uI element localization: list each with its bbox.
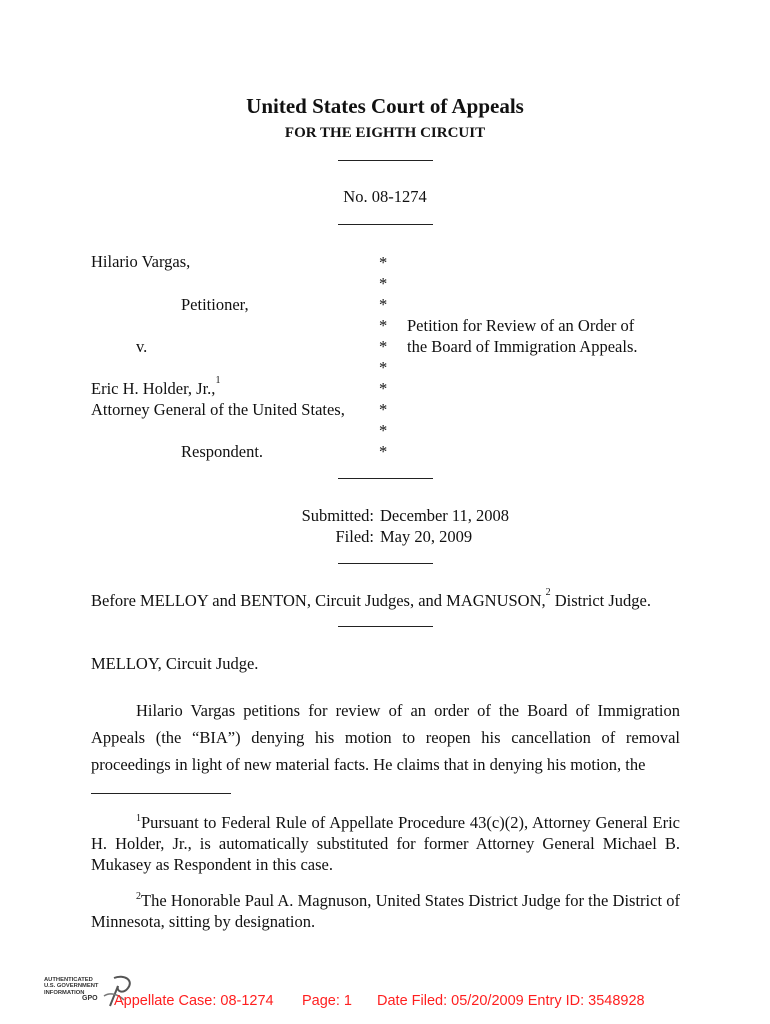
petition-description-line1: Petition for Review of an Order of bbox=[407, 316, 635, 335]
respondent-name: Eric H. Holder, Jr.,$^1$ bbox=[91, 375, 221, 398]
caption-separator: * bbox=[379, 337, 388, 356]
court-title: United States Court of Appeals bbox=[246, 94, 524, 118]
footnote-ref-2: 2 bbox=[545, 587, 551, 598]
filed-date: May 20, 2009 bbox=[380, 527, 473, 546]
panel-line: Before MELLOY and BENTON, Circuit Judges, and MAGNUSON,$^2$ District Judge. bbox=[91, 587, 651, 610]
petitioner-role: Petitioner, bbox=[181, 295, 249, 314]
opinion-paragraph: Hilario Vargas petitions for review of an order of the Board of Immigration Appeals (the “BIA”) denying his motion to reopen his cancellation of removal proceedings in light of new material facts. He claims that in denying his motion, the bbox=[91, 701, 680, 774]
versus: v. bbox=[136, 337, 148, 356]
divider bbox=[338, 160, 433, 161]
caption-separator: * bbox=[379, 253, 388, 272]
footer-page-number: Page: 1 bbox=[302, 993, 352, 1009]
divider bbox=[338, 626, 433, 627]
divider bbox=[338, 224, 433, 225]
opinion-author: MELLOY, Circuit Judge. bbox=[91, 654, 259, 673]
divider bbox=[338, 478, 433, 479]
divider bbox=[338, 563, 433, 564]
submitted-date: December 11, 2008 bbox=[380, 506, 510, 525]
submitted-label: Submitted: bbox=[301, 506, 374, 525]
caption-separator: * bbox=[379, 295, 388, 314]
caption-separator: * bbox=[379, 400, 388, 419]
caption-separator: * bbox=[379, 442, 388, 461]
caption-separator: * bbox=[379, 316, 388, 335]
footnote-1: $^1$Pursuant to Federal Rule of Appellate Procedure 43(c)(2), Attorney General Eric H. Holder, Jr., is automatically substituted for former Attorney General Michael B. Mukasey as Respondent in this case. bbox=[91, 813, 680, 874]
footnote-2: $^2$The Honorable Paul A. Magnuson, United States District Judge for the District of Minnesota, sitting by designation. bbox=[91, 891, 680, 931]
respondent-role: Respondent. bbox=[181, 442, 264, 461]
circuit-name: FOR THE EIGHTH CIRCUIT bbox=[284, 125, 486, 141]
footnote-ref-1: 1 bbox=[215, 375, 221, 386]
filed-label: Filed: bbox=[335, 527, 374, 546]
footer-case-number: Appellate Case: 08-1274 bbox=[114, 993, 274, 1009]
petitioner-name: Hilario Vargas, bbox=[91, 252, 191, 271]
caption-separator: * bbox=[379, 379, 388, 398]
gpo-seal-text: AUTHENTICATED U.S. GOVERNMENT INFORMATION GPO bbox=[44, 977, 99, 1003]
caption-separator: * bbox=[379, 358, 388, 377]
respondent-title: Attorney General of the United States, bbox=[91, 400, 345, 419]
caption-separator: * bbox=[379, 421, 388, 440]
footnote-separator bbox=[91, 793, 231, 794]
footer-filing-info: Date Filed: 05/20/2009 Entry ID: 3548928 bbox=[377, 993, 645, 1009]
caption-separator: * bbox=[379, 274, 388, 293]
docket-number: No. 08-1274 bbox=[343, 187, 427, 206]
petition-description-line2: the Board of Immigration Appeals. bbox=[407, 337, 638, 356]
